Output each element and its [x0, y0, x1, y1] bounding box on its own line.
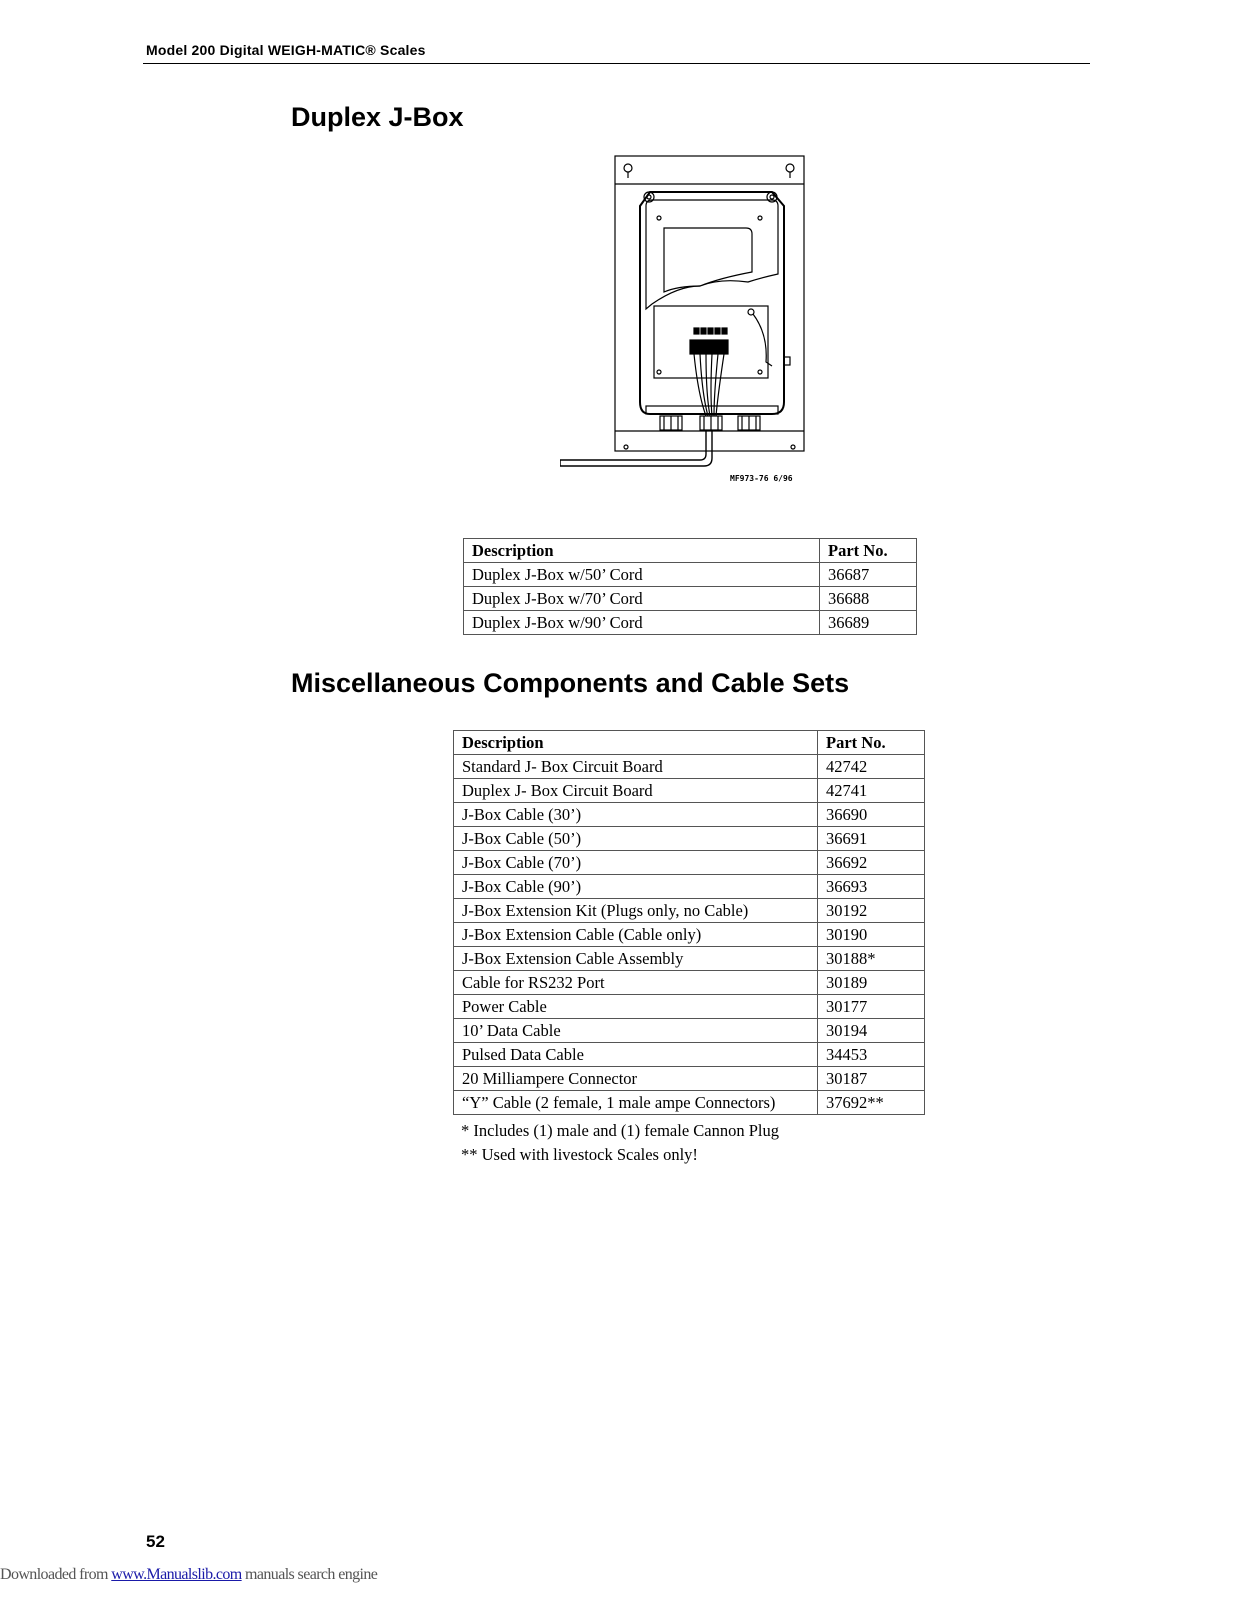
part-no-cell: 30194 — [818, 1019, 925, 1043]
running-header: Model 200 Digital WEIGH-MATIC® Scales — [146, 42, 426, 58]
table-row — [454, 1067, 925, 1091]
part-no-cell: 36690 — [818, 803, 925, 827]
table-row — [464, 563, 917, 587]
part-no-cell: 42741 — [818, 779, 925, 803]
table-row — [464, 587, 917, 611]
part-no-cell: 37692** — [818, 1091, 925, 1115]
description-cell: 20 Milliampere Connector — [454, 1067, 818, 1091]
part-no-cell: 30177 — [818, 995, 925, 1019]
table-row — [454, 995, 925, 1019]
description-cell: 10’ Data Cable — [454, 1019, 818, 1043]
table-row — [454, 971, 925, 995]
part-no-cell: 36691 — [818, 827, 925, 851]
description-cell: J-Box Extension Cable (Cable only) — [454, 923, 818, 947]
table-row — [454, 803, 925, 827]
table-row — [454, 851, 925, 875]
part-no-cell: 36692 — [818, 851, 925, 875]
table-header-row — [464, 539, 917, 563]
header-rule — [143, 63, 1090, 64]
part-no-cell: 36693 — [818, 875, 925, 899]
description-cell: “Y” Cable (2 female, 1 male ampe Connectors) — [454, 1091, 818, 1115]
section-title-duplex-jbox: Duplex J-Box — [291, 102, 464, 132]
manualslib-link[interactable]: www.Manualslib.com — [111, 1566, 242, 1583]
description-cell: Duplex J- Box Circuit Board — [454, 779, 818, 803]
table-row — [454, 1043, 925, 1067]
column-header-part-no: Part No. — [820, 539, 917, 563]
description-cell: J-Box Cable (50’) — [454, 827, 818, 851]
column-header-description: Description — [464, 539, 820, 563]
description-cell: Standard J- Box Circuit Board — [454, 755, 818, 779]
description-cell: J-Box Cable (90’) — [454, 875, 818, 899]
description-cell: Duplex J-Box w/70’ Cord — [464, 587, 820, 611]
table-row — [454, 1091, 925, 1115]
description-cell: J-Box Extension Cable Assembly — [454, 947, 818, 971]
duplex-jbox-drawing — [560, 154, 822, 490]
duplex-jbox-table — [463, 538, 917, 635]
table-footnotes — [461, 1119, 779, 1167]
part-no-cell: 36687 — [820, 563, 917, 587]
part-no-cell: 36689 — [820, 611, 917, 635]
part-no-cell: 30189 — [818, 971, 925, 995]
duplex-jbox-figure — [560, 154, 822, 490]
table-row — [454, 947, 925, 971]
table-header-row — [454, 731, 925, 755]
footnote-cannon-plug: * Includes (1) male and (1) female Cannon Plug — [461, 1121, 779, 1140]
part-no-cell: 30190 — [818, 923, 925, 947]
table-row — [464, 611, 917, 635]
table-row — [454, 1019, 925, 1043]
part-no-cell: 30187 — [818, 1067, 925, 1091]
footer-suffix: manuals search engine — [241, 1566, 378, 1583]
description-cell: Pulsed Data Cable — [454, 1043, 818, 1067]
table-row — [454, 875, 925, 899]
footer-prefix: Downloaded from — [0, 1566, 112, 1583]
page-number: 52 — [146, 1532, 165, 1551]
footnote-livestock: ** Used with livestock Scales only! — [461, 1145, 698, 1164]
part-no-cell: 42742 — [818, 755, 925, 779]
column-header-description: Description — [454, 731, 818, 755]
part-no-cell: 34453 — [818, 1043, 925, 1067]
table-row — [454, 923, 925, 947]
description-cell: Duplex J-Box w/90’ Cord — [464, 611, 820, 635]
download-footer — [0, 1566, 377, 1584]
description-cell: J-Box Cable (30’) — [454, 803, 818, 827]
table-row — [454, 779, 925, 803]
column-header-part-no: Part No. — [818, 731, 925, 755]
description-cell: J-Box Cable (70’) — [454, 851, 818, 875]
table-row — [454, 755, 925, 779]
table-row — [454, 899, 925, 923]
figure-label: MF973-76 6/96 — [730, 474, 793, 483]
part-no-cell: 30192 — [818, 899, 925, 923]
description-cell: Power Cable — [454, 995, 818, 1019]
table-row — [454, 827, 925, 851]
description-cell: J-Box Extension Kit (Plugs only, no Cable) — [454, 899, 818, 923]
misc-components-table — [453, 730, 925, 1115]
section-title-misc-components: Miscellaneous Components and Cable Sets — [291, 668, 850, 698]
part-no-cell: 30188* — [818, 947, 925, 971]
part-no-cell: 36688 — [820, 587, 917, 611]
description-cell: Duplex J-Box w/50’ Cord — [464, 563, 820, 587]
description-cell: Cable for RS232 Port — [454, 971, 818, 995]
